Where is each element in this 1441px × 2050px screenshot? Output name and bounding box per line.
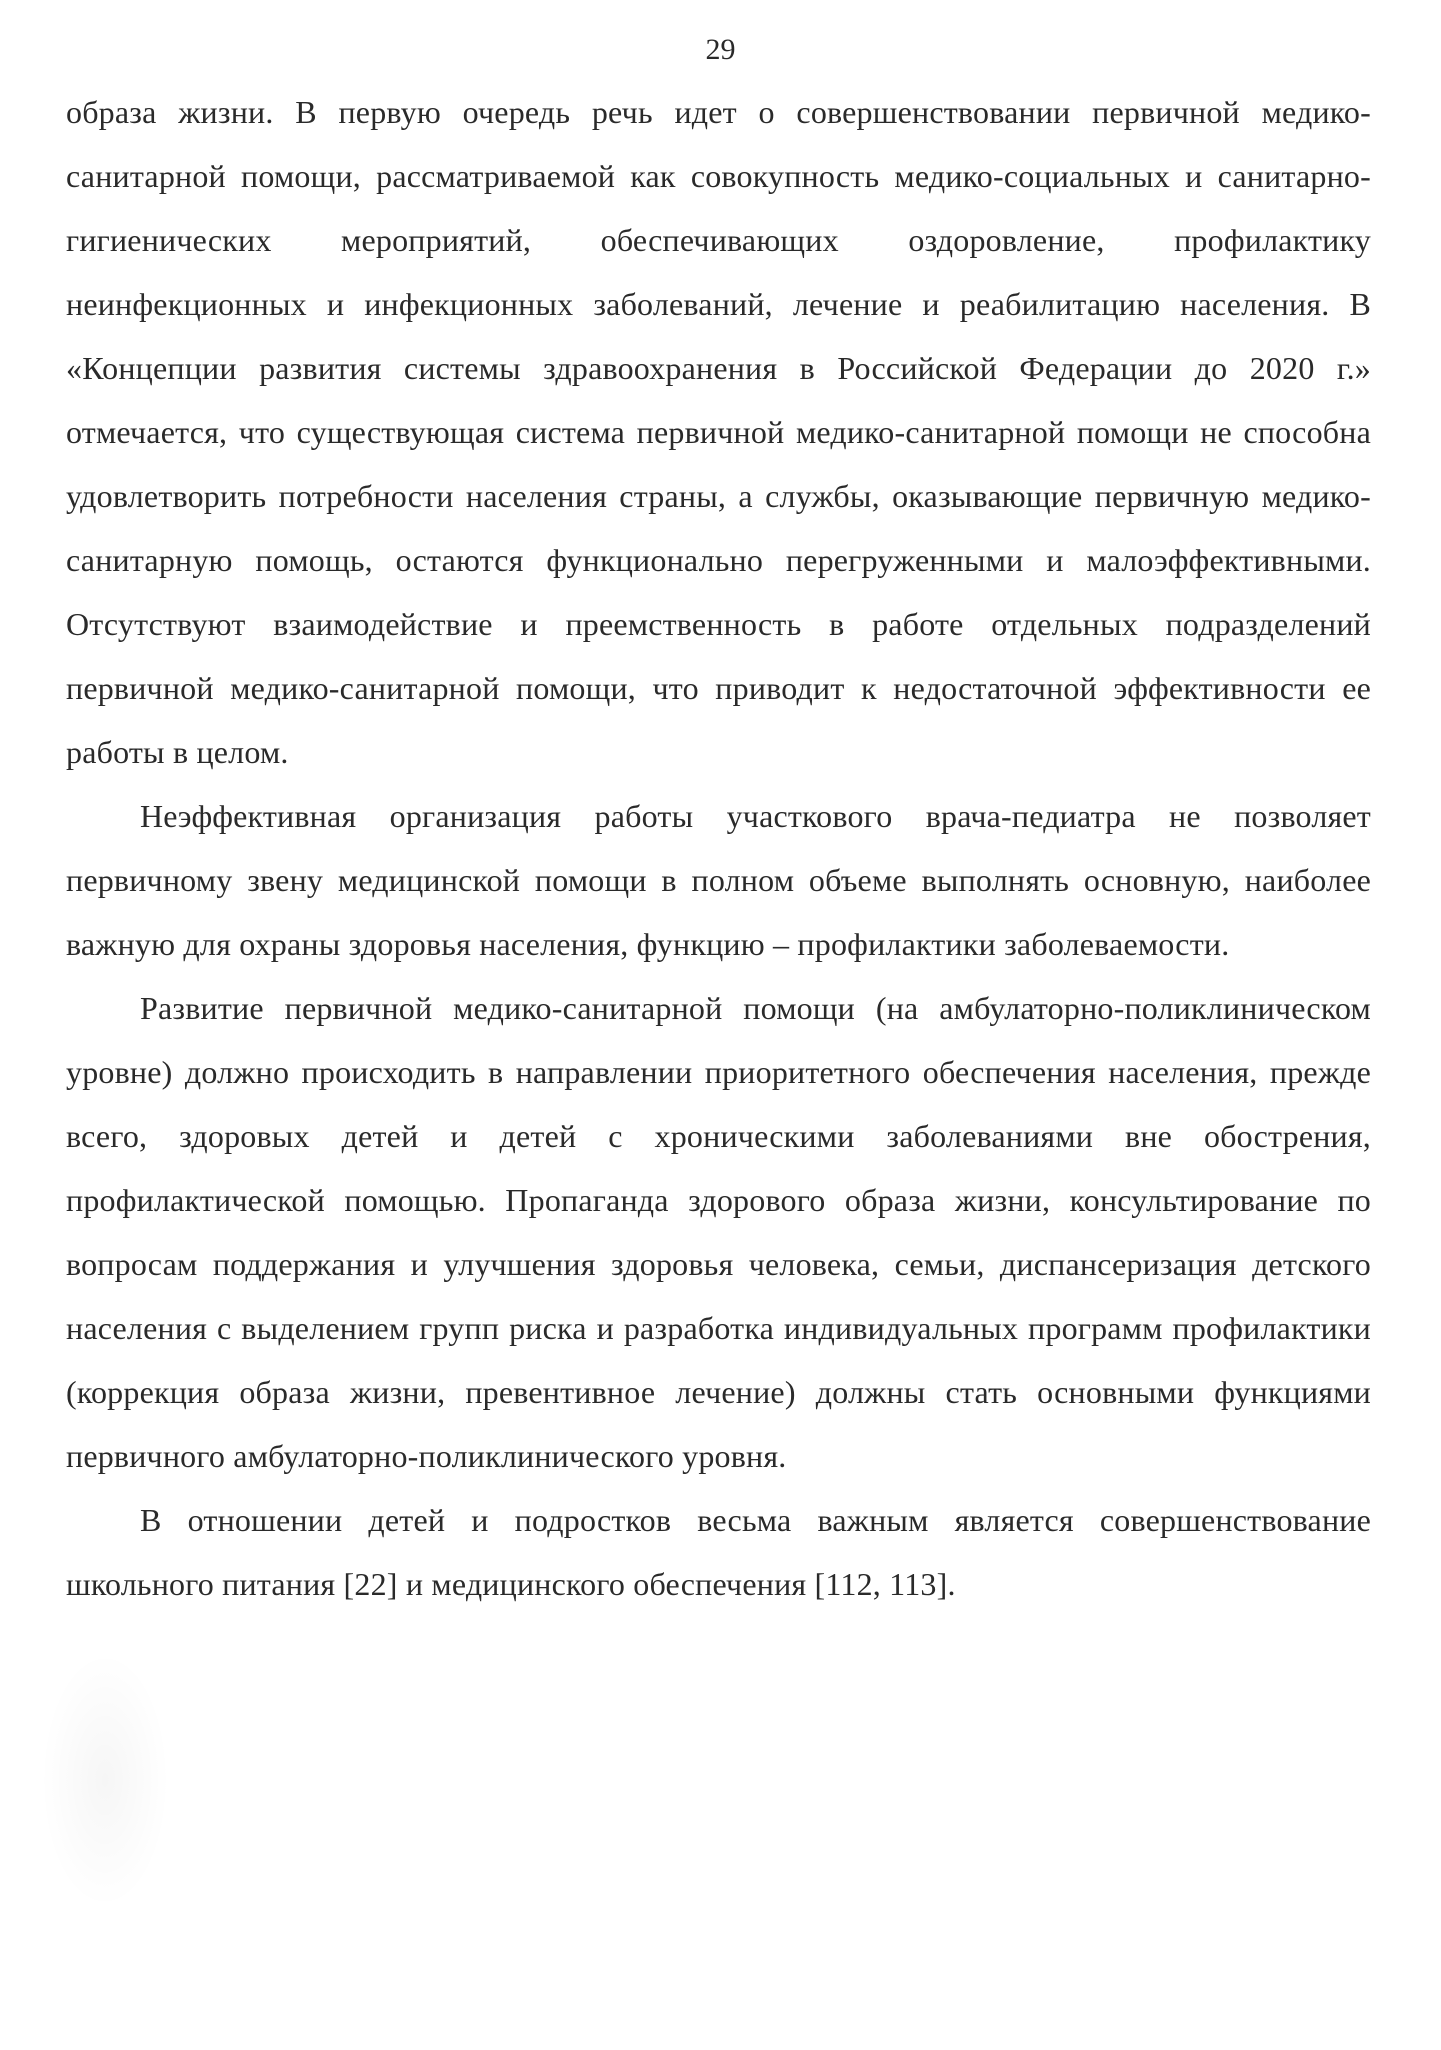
body-text <box>66 80 1371 1616</box>
paragraph-pediatrician-organization: Неэффективная организация работы участкового врача-педиатра не позволяет первичному звену медицинской помощи в полном объеме выполнять основную, наиболее важную для охраны здоровья населения, функцию – профилактики заболеваемости. <box>66 798 1371 962</box>
paragraph-school-nutrition: В отношении детей и подростков весьма важным является совершенствование школьного питания [22] и медицинского обеспечения [112, 113]. <box>66 1502 1371 1602</box>
paragraph-primary-care-concept: образа жизни. В первую очередь речь идет о совершенствовании первичной медико-санитарной помощи, рассматриваемой как совокупность медико-социальных и санитарно-гигиенических мероприятий, обеспечивающих оздоровление, профилактику неинфекционных и инфекционных заболеваний, лечение и реабилитацию населения. В «Концепции развития системы здравоохранения в Российской Федерации до 2020 г.» отмечается, что существующая система первичной медико-санитарной помощи не способна удовлетворить потребности населения страны, а службы, оказывающие первичную медико-санитарную помощь, остаются функционально перегруженными и малоэффективными. Отсутствуют взаимодействие и преемственность в работе отдельных подразделений первичной медико-санитарной помощи, что приводит к недостаточной эффективности ее работы в целом. <box>66 94 1371 770</box>
paragraph-primary-care-development: Развитие первичной медико-санитарной помощи (на амбулаторно-поликлиническом уровне) должно происходить в направлении приоритетного обеспечения населения, прежде всего, здоровых детей и детей с хроническими заболеваниями вне обострения, профилактической помощью. Пропаганда здорового образа жизни, консультирование по вопросам поддержания и улучшения здоровья человека, семьи, диспансеризация детского населения с выделением групп риска и разработка индивидуальных программ профилактики (коррекция образа жизни, превентивное лечение) должны стать основными функциями первичного амбулаторно-поликлинического уровня. <box>66 990 1371 1474</box>
scan-shadow <box>40 1650 170 1910</box>
page-number: 29 <box>705 33 736 66</box>
